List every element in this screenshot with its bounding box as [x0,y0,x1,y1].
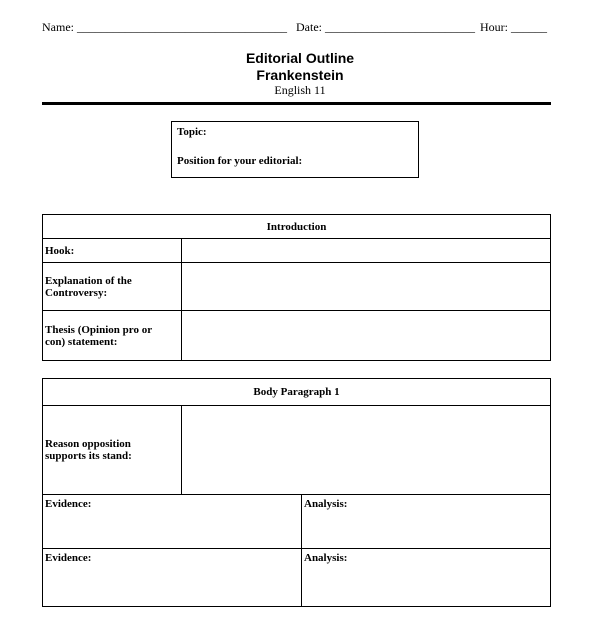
controversy-label-line1: Explanation of the [45,274,132,287]
evidence-cell-2[interactable] [43,549,302,607]
thesis-label-line1: Thesis (Opinion pro or [45,323,153,336]
evidence-label: Evidence: [45,552,92,564]
evidence-cell-1[interactable] [43,495,302,549]
analysis-label: Analysis: [304,498,348,510]
document-subtitle: Frankenstein [256,67,344,83]
introduction-heading: Introduction [43,215,551,239]
header-divider [42,102,551,105]
reason-label-line1: Reason opposition [45,438,131,450]
hook-field[interactable] [182,239,551,263]
thesis-label [43,311,182,361]
topic-label: Topic: [177,126,207,138]
body-paragraph-1-heading: Body Paragraph 1 [43,379,551,406]
evidence-label: Evidence: [45,498,92,510]
controversy-field[interactable] [182,263,551,311]
hour-field-label: Hour: ______ [480,20,547,34]
reason-label-line2: supports its stand: [45,450,132,462]
analysis-label: Analysis: [304,552,348,564]
document-title: Editorial Outline [245,50,355,66]
controversy-label [43,263,182,311]
introduction-table [42,214,551,361]
topic-box [171,121,419,178]
reason-field[interactable] [182,406,551,495]
thesis-field[interactable] [182,311,551,361]
name-field-label: Name: ___________________________________ [42,20,287,34]
thesis-label-line2: con) statement: [45,335,118,348]
analysis-cell-1[interactable] [302,495,551,549]
course-label: English 11 [274,83,326,97]
hook-label: Hook: [43,239,182,263]
controversy-label-line2: Controversy: [45,286,108,299]
body-paragraph-1-table [42,378,551,607]
reason-label [43,406,182,495]
analysis-cell-2[interactable] [302,549,551,607]
date-field-label: Date: _________________________ [296,20,475,34]
position-label: Position for your editorial: [177,155,303,167]
